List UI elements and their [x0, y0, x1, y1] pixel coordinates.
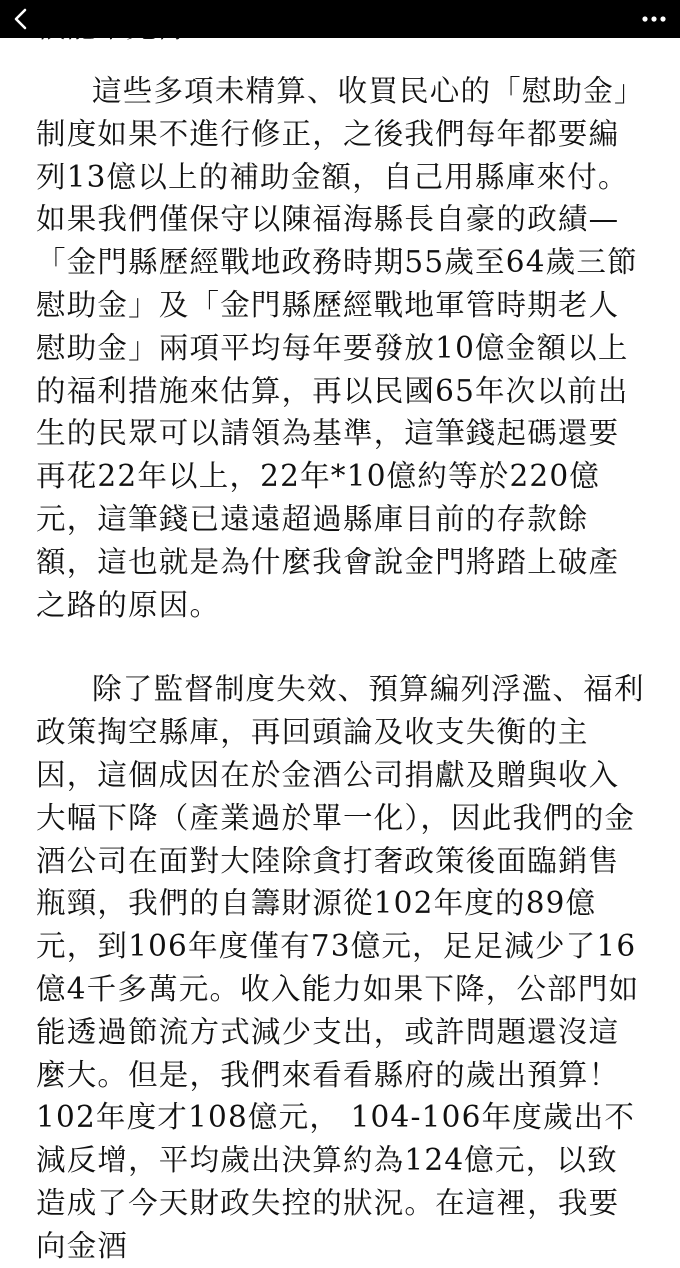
more-dots-icon: [641, 15, 667, 23]
paragraph-1: 這些多項未精算、收買民心的「慰助金」制度如果不進行修正，之後我們每年都要編列13億以上的補助金額，自己用縣庫來付。如果我們僅保守以陳福海縣長自豪的政績—「金門縣歷經戰地政務時期55歲至64歲三節慰助金」及「金門縣歷經戰地軍管時期老人慰助金」兩項平均每年要發放10億金額以上的福利措施來估算，再以民國65年次以前出生的民眾可以請領為基準，這筆錢起碼還要再花22年以上，22年*10億約等於220億元，這筆錢已遠遠超過縣庫目前的存款餘額，這也就是為什麼我會說金門將踏上破產之路的原因。: [36, 74, 645, 622]
more-options-button[interactable]: [636, 4, 672, 34]
article-body: [36, 70, 646, 1268]
top-nav-bar: [0, 0, 680, 38]
chevron-left-icon: [12, 8, 30, 30]
back-button[interactable]: [6, 4, 36, 34]
paragraph-2: 除了監督制度失效、預算編列浮濫、福利政策掏空縣庫，再回頭論及收支失衡的主因，這個成因在於金酒公司捐獻及贈與收入大幅下降（產業過於單一化），因此我們的金酒公司在面對大陸除貪打奢政策後面臨銷售瓶頸，我們的自籌財源從102年度的89億元，到106年度僅有73億元，足足減少了16億4千多萬元。收入能力如果下降，公部門如能透過節流方式減少支出，或許問題還沒這麼大。但是，我們來看看縣府的歲出預算！102年度才108億元， 104-106年度歲出不減反增，平均歲出決算約為124億元，以致造成了今天財政失控的狀況。在這裡，我要向金酒: [36, 672, 645, 1263]
